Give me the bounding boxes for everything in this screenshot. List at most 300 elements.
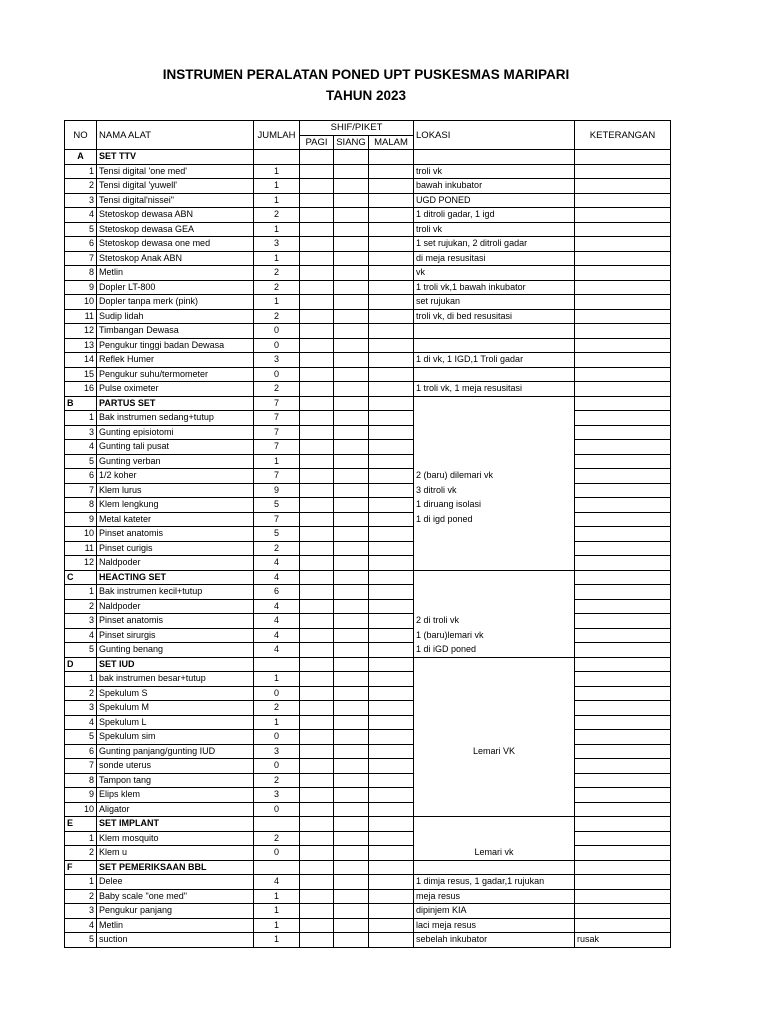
malam-cell <box>369 295 414 310</box>
item-jumlah: 0 <box>254 338 300 353</box>
section-code: F <box>65 860 97 875</box>
item-nama: Pinset curigis <box>97 541 254 556</box>
item-lokasi: troli vk <box>414 164 575 179</box>
item-nama: Baby scale "one med" <box>97 889 254 904</box>
item-no: 10 <box>65 295 97 310</box>
keterangan-cell <box>575 860 671 875</box>
group-lokasi-line <box>414 527 575 542</box>
item-keterangan <box>575 643 671 658</box>
item-no: 5 <box>65 730 97 745</box>
group-lokasi-line: 1 di igd poned <box>414 512 575 527</box>
item-nama: Klem lurus <box>97 483 254 498</box>
item-no: 6 <box>65 744 97 759</box>
table-row <box>65 266 671 281</box>
item-no: 1 <box>65 672 97 687</box>
header-malam: MALAM <box>369 135 414 150</box>
item-no: 11 <box>65 541 97 556</box>
pagi-cell <box>300 759 334 774</box>
pagi-cell <box>300 701 334 716</box>
malam-cell <box>369 512 414 527</box>
item-keterangan <box>575 541 671 556</box>
table-row <box>65 353 671 368</box>
header-no: NO <box>65 121 97 150</box>
table-row <box>65 802 671 817</box>
item-lokasi: set rujukan <box>414 295 575 310</box>
item-lokasi: 1 dimja resus, 1 gadar,1 rujukan <box>414 875 575 890</box>
item-keterangan <box>575 179 671 194</box>
siang-cell <box>334 918 369 933</box>
item-no: 5 <box>65 454 97 469</box>
siang-cell <box>334 802 369 817</box>
siang-cell <box>334 237 369 252</box>
item-nama: Pinset sirurgis <box>97 628 254 643</box>
item-no: 2 <box>65 686 97 701</box>
item-jumlah: 3 <box>254 788 300 803</box>
item-jumlah: 2 <box>254 701 300 716</box>
section-row <box>65 657 671 672</box>
malam-cell <box>369 150 414 165</box>
malam-cell <box>369 599 414 614</box>
malam-cell <box>369 657 414 672</box>
item-nama: Gunting episiotomi <box>97 425 254 440</box>
siang-cell <box>334 599 369 614</box>
item-jumlah: 0 <box>254 324 300 339</box>
siang-cell <box>334 367 369 382</box>
item-nama: Stetoskop dewasa GEA <box>97 222 254 237</box>
item-nama: Gunting panjang/gunting IUD <box>97 744 254 759</box>
item-jumlah: 0 <box>254 686 300 701</box>
item-nama: Tampon tang <box>97 773 254 788</box>
item-no: 4 <box>65 918 97 933</box>
item-nama: Stetoskop Anak ABN <box>97 251 254 266</box>
item-no: 4 <box>65 628 97 643</box>
item-nama: Spekulum L <box>97 715 254 730</box>
item-keterangan <box>575 193 671 208</box>
table-row <box>65 628 671 643</box>
item-lokasi: 1 di vk, 1 IGD,1 Troli gadar <box>414 353 575 368</box>
siang-cell <box>334 280 369 295</box>
item-no: 1 <box>65 585 97 600</box>
item-keterangan <box>575 628 671 643</box>
pagi-cell <box>300 831 334 846</box>
document-title: INSTRUMEN PERALATAN PONED UPT PUSKESMAS MARIPARI <box>162 67 570 82</box>
malam-cell <box>369 469 414 484</box>
pagi-cell <box>300 208 334 223</box>
siang-cell <box>334 730 369 745</box>
pagi-cell <box>300 802 334 817</box>
item-lokasi: di meja resusitasi <box>414 251 575 266</box>
malam-cell <box>369 817 414 832</box>
item-nama: Klem u <box>97 846 254 861</box>
siang-cell <box>334 759 369 774</box>
group-lokasi-line <box>414 759 575 774</box>
pagi-cell <box>300 570 334 585</box>
item-keterangan <box>575 353 671 368</box>
malam-cell <box>369 237 414 252</box>
pagi-cell <box>300 686 334 701</box>
malam-cell <box>369 744 414 759</box>
siang-cell <box>334 686 369 701</box>
section-name: SET IMPLANT <box>97 817 254 832</box>
table-row <box>65 309 671 324</box>
item-lokasi: troli vk, di bed resusitasi <box>414 309 575 324</box>
table-row <box>65 875 671 890</box>
item-no: 3 <box>65 193 97 208</box>
item-keterangan <box>575 251 671 266</box>
malam-cell <box>369 614 414 629</box>
item-nama: Metlin <box>97 918 254 933</box>
item-keterangan <box>575 759 671 774</box>
item-no: 5 <box>65 643 97 658</box>
siang-cell <box>334 773 369 788</box>
group-lokasi-line: 3 ditroli vk <box>414 483 575 498</box>
table-row <box>65 179 671 194</box>
group-lokasi-line <box>414 599 575 614</box>
item-jumlah: 2 <box>254 266 300 281</box>
item-nama: Klem lengkung <box>97 498 254 513</box>
siang-cell <box>334 541 369 556</box>
item-nama: Tensi digital 'one med' <box>97 164 254 179</box>
item-lokasi: UGD PONED <box>414 193 575 208</box>
siang-cell <box>334 338 369 353</box>
item-lokasi: 1 troli vk,1 bawah inkubator <box>414 280 575 295</box>
pagi-cell <box>300 846 334 861</box>
group-lokasi-line <box>414 730 575 745</box>
siang-cell <box>334 295 369 310</box>
pagi-cell <box>300 367 334 382</box>
siang-cell <box>334 701 369 716</box>
siang-cell <box>334 483 369 498</box>
malam-cell <box>369 324 414 339</box>
section-jumlah <box>254 150 300 165</box>
pagi-cell <box>300 860 334 875</box>
table-row <box>65 788 671 803</box>
malam-cell <box>369 367 414 382</box>
table-row <box>65 295 671 310</box>
item-jumlah: 4 <box>254 599 300 614</box>
malam-cell <box>369 164 414 179</box>
pagi-cell <box>300 730 334 745</box>
pagi-cell <box>300 817 334 832</box>
item-nama: Delee <box>97 875 254 890</box>
siang-cell <box>334 788 369 803</box>
siang-cell <box>334 875 369 890</box>
group-lokasi-line <box>414 715 575 730</box>
siang-cell <box>334 628 369 643</box>
header-lokasi: LOKASI <box>414 121 575 150</box>
item-no: 5 <box>65 933 97 948</box>
malam-cell <box>369 875 414 890</box>
section-code: C <box>65 570 97 585</box>
pagi-cell <box>300 164 334 179</box>
malam-cell <box>369 904 414 919</box>
item-no: 9 <box>65 512 97 527</box>
malam-cell <box>369 425 414 440</box>
document-subtitle: TAHUN 2023 <box>325 88 407 103</box>
malam-cell <box>369 918 414 933</box>
section-row <box>65 396 671 411</box>
item-no: 12 <box>65 556 97 571</box>
item-jumlah: 2 <box>254 541 300 556</box>
siang-cell <box>334 831 369 846</box>
pagi-cell <box>300 266 334 281</box>
item-jumlah: 4 <box>254 643 300 658</box>
pagi-cell <box>300 918 334 933</box>
item-nama: Tensi digital 'yuwell' <box>97 179 254 194</box>
malam-cell <box>369 411 414 426</box>
item-nama: Aligator <box>97 802 254 817</box>
siang-cell <box>334 585 369 600</box>
item-no: 7 <box>65 251 97 266</box>
malam-cell <box>369 730 414 745</box>
item-no: 2 <box>65 179 97 194</box>
table-row <box>65 280 671 295</box>
item-jumlah: 1 <box>254 193 300 208</box>
header-nama-alat: NAMA ALAT <box>97 121 254 150</box>
table-row <box>65 338 671 353</box>
pagi-cell <box>300 556 334 571</box>
siang-cell <box>334 208 369 223</box>
item-nama: Reflek Humer <box>97 353 254 368</box>
malam-cell <box>369 309 414 324</box>
malam-cell <box>369 672 414 687</box>
malam-cell <box>369 266 414 281</box>
group-lokasi-line <box>414 831 575 846</box>
group-lokasi-line <box>414 788 575 803</box>
item-nama: Bak instrumen kecil+tutup <box>97 585 254 600</box>
pagi-cell <box>300 498 334 513</box>
item-keterangan <box>575 280 671 295</box>
item-jumlah: 1 <box>254 672 300 687</box>
pagi-cell <box>300 773 334 788</box>
pagi-cell <box>300 454 334 469</box>
malam-cell <box>369 759 414 774</box>
malam-cell <box>369 802 414 817</box>
item-jumlah: 3 <box>254 744 300 759</box>
table-row <box>65 324 671 339</box>
malam-cell <box>369 498 414 513</box>
item-jumlah: 6 <box>254 585 300 600</box>
item-jumlah: 4 <box>254 875 300 890</box>
siang-cell <box>334 324 369 339</box>
item-nama: Metal kateter <box>97 512 254 527</box>
item-keterangan <box>575 164 671 179</box>
item-keterangan <box>575 831 671 846</box>
siang-cell <box>334 570 369 585</box>
section-jumlah: 7 <box>254 396 300 411</box>
table-row <box>65 469 671 484</box>
item-jumlah: 0 <box>254 802 300 817</box>
item-no: 11 <box>65 309 97 324</box>
table-row <box>65 193 671 208</box>
item-jumlah: 3 <box>254 237 300 252</box>
item-jumlah: 1 <box>254 222 300 237</box>
item-lokasi: bawah inkubator <box>414 179 575 194</box>
group-lokasi-line: 1 diruang isolasi <box>414 498 575 513</box>
table-row <box>65 846 671 861</box>
table-row <box>65 237 671 252</box>
pagi-cell <box>300 744 334 759</box>
item-no: 9 <box>65 280 97 295</box>
pagi-cell <box>300 295 334 310</box>
table-row <box>65 889 671 904</box>
item-jumlah: 9 <box>254 483 300 498</box>
item-no: 6 <box>65 469 97 484</box>
table-row <box>65 918 671 933</box>
item-lokasi: 1 ditroli gadar, 1 igd <box>414 208 575 223</box>
header-siang: SIANG <box>334 135 369 150</box>
section-jumlah: 4 <box>254 570 300 585</box>
malam-cell <box>369 440 414 455</box>
table-row <box>65 541 671 556</box>
item-jumlah: 7 <box>254 425 300 440</box>
item-keterangan <box>575 875 671 890</box>
malam-cell <box>369 541 414 556</box>
table-row <box>65 512 671 527</box>
item-jumlah: 2 <box>254 208 300 223</box>
item-lokasi: vk <box>414 266 575 281</box>
pagi-cell <box>300 222 334 237</box>
pagi-cell <box>300 353 334 368</box>
section-row <box>65 150 671 165</box>
siang-cell <box>334 382 369 397</box>
table-row <box>65 643 671 658</box>
pagi-cell <box>300 469 334 484</box>
item-keterangan <box>575 237 671 252</box>
table-row <box>65 483 671 498</box>
siang-cell <box>334 498 369 513</box>
item-nama: suction <box>97 933 254 948</box>
siang-cell <box>334 614 369 629</box>
keterangan-cell <box>575 150 671 165</box>
pagi-cell <box>300 904 334 919</box>
item-jumlah: 7 <box>254 512 300 527</box>
keterangan-cell <box>575 570 671 585</box>
header-jumlah: JUMLAH <box>254 121 300 150</box>
pagi-cell <box>300 599 334 614</box>
keterangan-cell <box>575 657 671 672</box>
pagi-cell <box>300 585 334 600</box>
item-nama: Pengukur tinggi badan Dewasa <box>97 338 254 353</box>
item-nama: Klem mosquito <box>97 831 254 846</box>
section-name: SET PEMERIKSAAN BBL <box>97 860 254 875</box>
siang-cell <box>334 411 369 426</box>
section-name: PARTUS SET <box>97 396 254 411</box>
item-jumlah: 2 <box>254 280 300 295</box>
item-keterangan <box>575 773 671 788</box>
item-nama: Gunting verban <box>97 454 254 469</box>
siang-cell <box>334 309 369 324</box>
table-row <box>65 773 671 788</box>
item-nama: Pengukur panjang <box>97 904 254 919</box>
table-row <box>65 454 671 469</box>
header-keterangan: KETERANGAN <box>575 121 671 150</box>
lokasi-cell <box>414 570 575 585</box>
section-name: SET IUD <box>97 657 254 672</box>
item-keterangan <box>575 701 671 716</box>
item-keterangan <box>575 904 671 919</box>
siang-cell <box>334 817 369 832</box>
item-nama: Dopler tanpa merk (pink) <box>97 295 254 310</box>
siang-cell <box>334 643 369 658</box>
item-keterangan <box>575 222 671 237</box>
malam-cell <box>369 382 414 397</box>
item-no: 16 <box>65 382 97 397</box>
pagi-cell <box>300 440 334 455</box>
malam-cell <box>369 860 414 875</box>
item-no: 4 <box>65 440 97 455</box>
siang-cell <box>334 440 369 455</box>
item-nama: Naldpoder <box>97 599 254 614</box>
pagi-cell <box>300 889 334 904</box>
group-lokasi-line <box>414 773 575 788</box>
section-code: A <box>65 150 97 165</box>
section-code: E <box>65 817 97 832</box>
group-lokasi-line <box>414 556 575 571</box>
item-no: 3 <box>65 904 97 919</box>
item-nama: Spekulum M <box>97 701 254 716</box>
item-jumlah: 5 <box>254 527 300 542</box>
group-lokasi-line <box>414 440 575 455</box>
malam-cell <box>369 831 414 846</box>
item-jumlah: 1 <box>254 918 300 933</box>
section-row <box>65 860 671 875</box>
table-row <box>65 425 671 440</box>
item-keterangan <box>575 512 671 527</box>
siang-cell <box>334 744 369 759</box>
pagi-cell <box>300 527 334 542</box>
item-keterangan <box>575 411 671 426</box>
pagi-cell <box>300 875 334 890</box>
lokasi-cell <box>414 817 575 832</box>
keterangan-cell <box>575 396 671 411</box>
malam-cell <box>369 338 414 353</box>
item-nama: Pinset anatomis <box>97 614 254 629</box>
table-row <box>65 556 671 571</box>
group-lokasi-line <box>414 672 575 687</box>
pagi-cell <box>300 657 334 672</box>
item-no: 7 <box>65 759 97 774</box>
item-nama: sonde uterus <box>97 759 254 774</box>
siang-cell <box>334 425 369 440</box>
lokasi-cell <box>414 657 575 672</box>
pagi-cell <box>300 788 334 803</box>
item-keterangan <box>575 672 671 687</box>
siang-cell <box>334 454 369 469</box>
item-jumlah: 1 <box>254 715 300 730</box>
table-row <box>65 251 671 266</box>
group-lokasi-line: Lemari vk <box>414 846 575 861</box>
item-nama: Stetoskop dewasa one med <box>97 237 254 252</box>
item-jumlah: 1 <box>254 933 300 948</box>
item-no: 10 <box>65 802 97 817</box>
pagi-cell <box>300 512 334 527</box>
group-lokasi-line: 1 di iGD poned <box>414 643 575 658</box>
pagi-cell <box>300 338 334 353</box>
keterangan-cell <box>575 817 671 832</box>
siang-cell <box>334 179 369 194</box>
item-no: 1 <box>65 411 97 426</box>
pagi-cell <box>300 541 334 556</box>
header-pagi: PAGI <box>300 135 334 150</box>
siang-cell <box>334 469 369 484</box>
malam-cell <box>369 933 414 948</box>
table-row <box>65 614 671 629</box>
pagi-cell <box>300 396 334 411</box>
siang-cell <box>334 889 369 904</box>
pagi-cell <box>300 179 334 194</box>
siang-cell <box>334 193 369 208</box>
